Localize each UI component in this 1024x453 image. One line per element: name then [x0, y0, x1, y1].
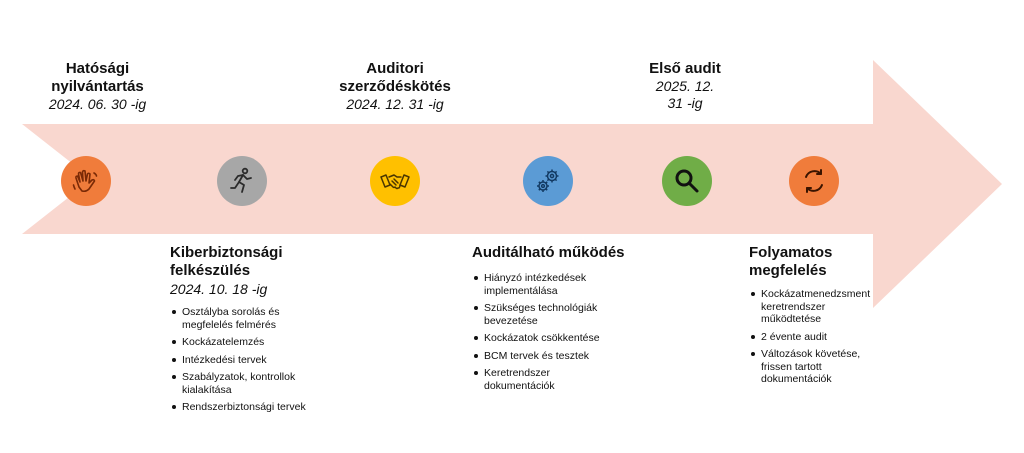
phase-title: megfelelés: [749, 262, 827, 279]
phase-item-list: [170, 306, 340, 414]
milestone-title: Auditori: [366, 60, 424, 77]
circle-cycle: [789, 156, 839, 206]
phase-kiberbiztonsagi-felkeszules: [170, 244, 340, 419]
list-item: Szükséges technológiák bevezetése: [484, 302, 662, 327]
phase-title: Kiberbiztonsági: [170, 244, 283, 261]
phase-item-list: [749, 288, 909, 386]
milestone-title: szerződéskötés: [339, 78, 451, 95]
milestone-date: 2025. 12.: [655, 78, 715, 94]
milestone-title: Első audit: [649, 60, 721, 77]
waving-hand-icon: [70, 165, 102, 197]
circle-runner: [217, 156, 267, 206]
milestone-hatosagi-nyilvantartas: [20, 60, 175, 113]
list-item: Változások követése, frissen tartott dokumentációk: [761, 348, 909, 386]
circle-magnifier: [662, 156, 712, 206]
milestone-title: nyilvántartás: [51, 78, 144, 95]
list-item: Keretrendszer dokumentációk: [484, 367, 662, 392]
list-item: Kockázatmenedzsment keretrendszer működtetése: [761, 288, 909, 326]
milestone-date: 2024. 06. 30 -ig: [48, 96, 147, 112]
list-item: Rendszerbiztonsági tervek: [182, 401, 340, 414]
phase-auditalhato-mukodes: [472, 244, 662, 397]
magnifier-icon: [671, 165, 703, 197]
milestone-title: Hatósági: [65, 60, 130, 77]
running-person-icon: [226, 165, 258, 197]
circle-handshake: [370, 156, 420, 206]
milestone-date: 2024. 12. 31 -ig: [346, 96, 444, 112]
circle-hand: [61, 156, 111, 206]
list-item: Szabályzatok, kontrollok kialakítása: [182, 371, 340, 396]
list-item: 2 évente audit: [761, 331, 909, 344]
gears-icon: [532, 165, 564, 197]
list-item: Kockázatelemzés: [182, 336, 340, 349]
phase-title: felkészülés: [170, 262, 251, 279]
list-item: Hiányzó intézkedések implementálása: [484, 272, 662, 297]
handshake-icon: [379, 165, 411, 197]
milestone-date: 31 -ig: [667, 95, 703, 111]
milestone-auditori-szerzodeskotes: [310, 60, 480, 113]
list-item: Intézkedési tervek: [182, 354, 340, 367]
list-item: Kockázatok csökkentése: [484, 332, 662, 345]
phase-title: Auditálható működés: [472, 244, 625, 261]
phase-date: 2024. 10. 18 -ig: [170, 281, 268, 297]
phase-folyamatos-megfeleles: [749, 244, 909, 391]
circle-gears: [523, 156, 573, 206]
cycle-arrows-icon: [798, 165, 830, 197]
list-item: Osztályba sorolás és megfelelés felmérés: [182, 306, 340, 331]
phase-title: Folyamatos: [749, 244, 833, 261]
list-item: BCM tervek és tesztek: [484, 350, 662, 363]
phase-item-list: [472, 272, 662, 392]
milestone-elso-audit: [620, 60, 750, 112]
